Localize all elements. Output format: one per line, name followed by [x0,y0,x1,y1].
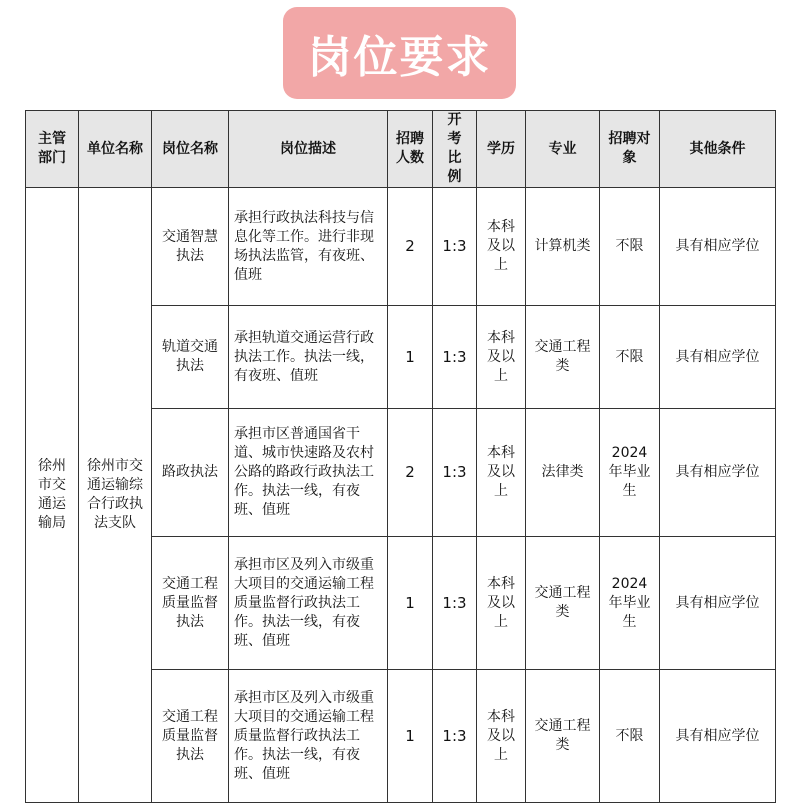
major-cell: 计算机类 [526,188,600,306]
education-cell: 本科及以上 [477,188,526,306]
unit-cell: 徐州市交通运输综合行政执法支队 [79,188,152,803]
position-cell: 交通智慧执法 [152,188,229,306]
header-education: 学历 [477,111,526,188]
header-other: 其他条件 [660,111,776,188]
title-banner [283,7,516,99]
position-cell: 轨道交通执法 [152,306,229,409]
header-row [26,111,776,188]
ratio-cell: 1:3 [433,670,477,803]
count-cell: 1 [388,670,433,803]
count-cell: 2 [388,409,433,537]
education-cell: 本科及以上 [477,537,526,670]
department-cell: 徐州市交通运输局 [26,188,79,803]
ratio-cell: 1:3 [433,537,477,670]
ratio-cell: 1:3 [433,409,477,537]
other-cell: 具有相应学位 [660,188,776,306]
count-cell: 1 [388,537,433,670]
description-cell: 承担市区普通国省干道、城市快速路及农村公路的路政行政执法工作。执法一线，有夜班、值班 [229,409,388,537]
requirements-table [25,110,776,803]
major-cell: 交通工程类 [526,670,600,803]
target-cell: 不限 [600,188,660,306]
major-cell: 交通工程类 [526,537,600,670]
page-title: 岗位要求 [307,32,492,83]
other-cell: 具有相应学位 [660,409,776,537]
description-cell: 承担市区及列入市级重大项目的交通运输工程质量监督行政执法工作。执法一线，有夜班、值班 [229,670,388,803]
ratio-cell: 1:3 [433,188,477,306]
other-cell: 具有相应学位 [660,537,776,670]
count-cell: 2 [388,188,433,306]
target-cell: 2024年毕业生 [600,409,660,537]
description-cell: 承担行政执法科技与信息化等工作。进行非现场执法监管，有夜班、值班 [229,188,388,306]
table-row [26,188,776,306]
position-cell: 交通工程质量监督执法 [152,670,229,803]
target-cell: 2024年毕业生 [600,537,660,670]
count-cell: 1 [388,306,433,409]
header-description: 岗位描述 [229,111,388,188]
description-cell: 承担市区及列入市级重大项目的交通运输工程质量监督行政执法工作。执法一线，有夜班、值班 [229,537,388,670]
position-cell: 路政执法 [152,409,229,537]
education-cell: 本科及以上 [477,409,526,537]
header-position: 岗位名称 [152,111,229,188]
header-department: 主管部门 [26,111,79,188]
education-cell: 本科及以上 [477,306,526,409]
description-cell: 承担轨道交通运营行政执法工作。执法一线，有夜班、值班 [229,306,388,409]
position-cell: 交通工程质量监督执法 [152,537,229,670]
other-cell: 具有相应学位 [660,670,776,803]
header-target: 招聘对象 [600,111,660,188]
target-cell: 不限 [600,670,660,803]
header-count: 招聘人数 [388,111,433,188]
header-unit: 单位名称 [79,111,152,188]
ratio-cell: 1:3 [433,306,477,409]
major-cell: 交通工程类 [526,306,600,409]
header-major: 专业 [526,111,600,188]
header-ratio: 开考比例 [433,111,477,188]
target-cell: 不限 [600,306,660,409]
other-cell: 具有相应学位 [660,306,776,409]
education-cell: 本科及以上 [477,670,526,803]
major-cell: 法律类 [526,409,600,537]
